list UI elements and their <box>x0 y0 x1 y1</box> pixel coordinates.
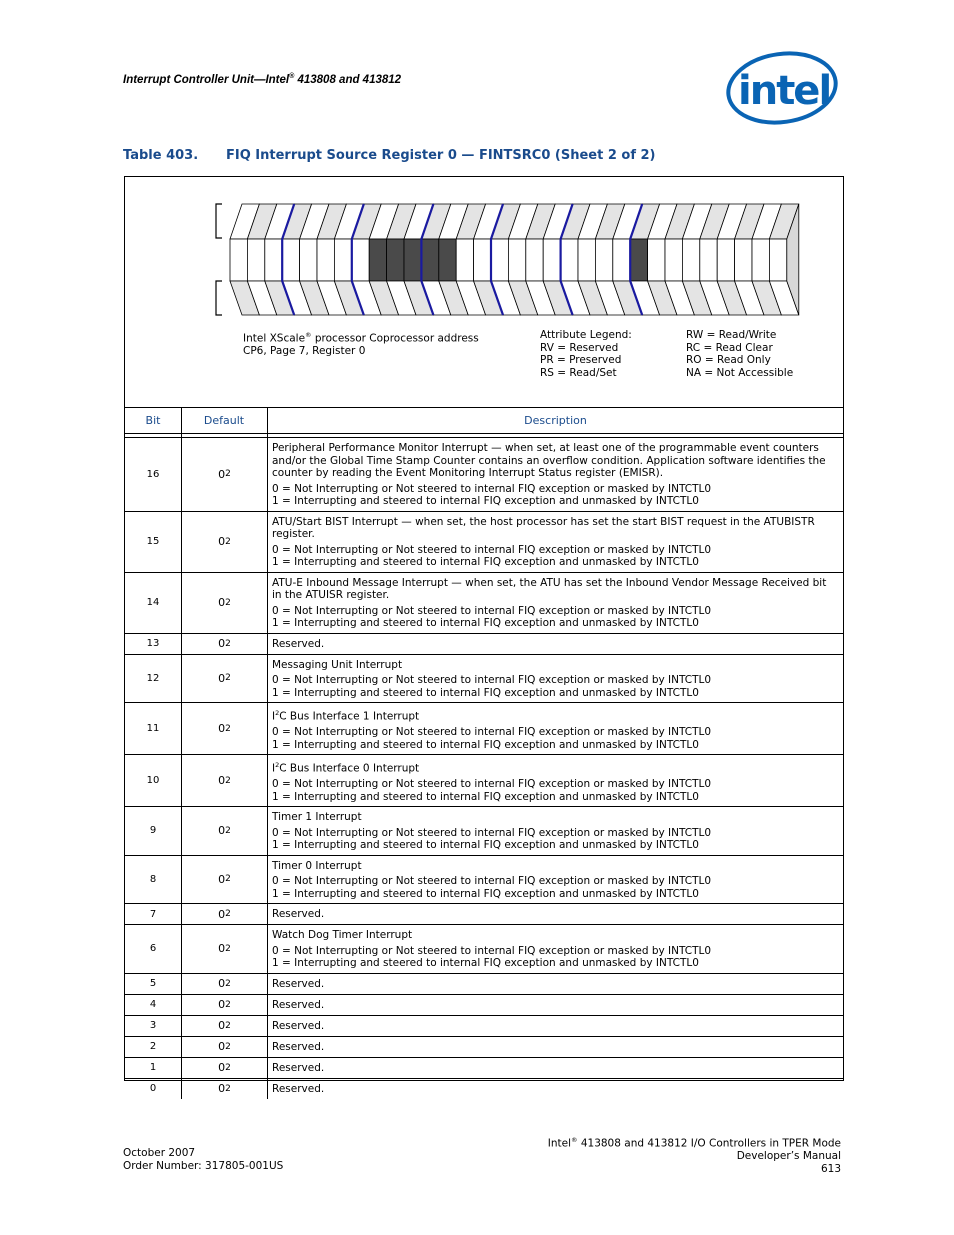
row-description: Reserved. <box>272 1082 325 1095</box>
table-row <box>125 573 843 634</box>
bit-cell-9 <box>613 239 630 281</box>
row-value-list: 0 = Not Interrupting or Not steered to internal FIQ exception or masked by INTCTL0 1 = Interrupting and steered to internal FIQ exception and unmasked by INTCTL0 <box>272 726 712 751</box>
row-bit: 13 <box>146 638 160 649</box>
row-description-cell <box>267 655 843 703</box>
row-description-cell <box>267 974 843 994</box>
table-row <box>125 1079 843 1099</box>
row-description: Messaging Unit Interrupt <box>272 658 403 671</box>
bit-cell-18 <box>456 239 473 281</box>
register-table <box>124 176 844 1095</box>
row-bit: 4 <box>149 999 157 1010</box>
row-description-cell <box>267 1058 843 1078</box>
row-description-cell <box>267 856 843 904</box>
row-description: ATU-E Inbound Message Interrupt — when set, the ATU has set the Inbound Vendor Message Received bit in the ATUISR register. <box>272 576 827 601</box>
row-description-cell <box>267 1016 843 1036</box>
bracket-top <box>216 204 222 238</box>
table-number: Table 403. <box>123 148 199 163</box>
row-bit: 8 <box>149 873 157 885</box>
bit-cell-25 <box>334 239 351 281</box>
legend-title: Attribute Legend: <box>540 329 632 341</box>
row-default: 0 2 <box>181 703 267 754</box>
table-row <box>125 925 843 974</box>
table-row <box>125 1016 843 1037</box>
bit-cell-20 <box>421 239 438 281</box>
intel-logo-icon <box>724 48 844 128</box>
row-default: 0 2 <box>181 807 267 855</box>
row-description-cell <box>267 1037 843 1057</box>
row-description: Reserved. <box>272 637 325 650</box>
bit-cell-11 <box>578 239 595 281</box>
row-description-cell <box>267 573 843 633</box>
row-description: Reserved. <box>272 977 325 990</box>
bit-cell-22 <box>387 239 404 281</box>
legend-ro: RO = Read Only <box>686 354 771 366</box>
footer-order-number: Order Number: 317805-001US <box>123 1159 284 1172</box>
row-bit: 10 <box>146 775 160 786</box>
bit-cell-26 <box>317 239 334 281</box>
bit-cell-21 <box>404 239 421 281</box>
row-default: 0 2 <box>181 904 267 924</box>
row-bit: 16 <box>146 468 160 480</box>
row-default: 0 2 <box>181 755 267 806</box>
table-row <box>125 856 843 905</box>
row-bit: 6 <box>149 943 157 955</box>
bit-cell-24 <box>352 239 369 281</box>
row-default: 0 2 <box>181 974 267 994</box>
legend-rc: RC = Read Clear <box>686 342 773 354</box>
row-value-list: 0 = Not Interrupting or Not steered to internal FIQ exception or masked by INTCTL0 1 = Interrupting and steered to internal FIQ exception and unmasked by INTCTL0 <box>272 875 712 900</box>
bit-cell-4 <box>700 239 717 281</box>
row-description-cell <box>267 512 843 572</box>
table-row <box>125 1058 843 1079</box>
row-bit: 5 <box>149 978 157 989</box>
row-description: Reserved. <box>272 1061 325 1074</box>
footer-date: October 2007 <box>123 1147 196 1159</box>
table-header <box>125 407 843 434</box>
row-bit: 9 <box>149 825 157 837</box>
row-default: 0 2 <box>181 856 267 904</box>
row-bit: 11 <box>146 723 160 734</box>
row-description-cell <box>267 925 843 973</box>
row-default: 0 2 <box>181 1016 267 1036</box>
bit-cell-30 <box>247 239 264 281</box>
row-description-cell <box>267 807 843 855</box>
footer-page-number: 613 <box>820 1162 841 1175</box>
row-value-list: 0 = Not Interrupting or Not steered to internal FIQ exception or masked by INTCTL0 1 = Interrupting and steered to internal FIQ exception and unmasked by INTCTL0 <box>272 543 712 568</box>
row-bit: 1 <box>149 1062 157 1073</box>
table-row <box>125 655 843 704</box>
table-row <box>125 438 843 512</box>
footer-right <box>548 1134 841 1175</box>
table-title <box>123 148 656 163</box>
table-row <box>125 904 843 925</box>
row-description: Peripheral Performance Monitor Interrupt — when set, at least one of the programmable event counters and/or the Global Time Stamp Counter contains an overflow condition. Application software identifies the counter by reading the Event Monitoring Interrupt Status register (EMISR). <box>272 442 826 479</box>
coprocessor-register-caption: CP6, Page 7, Register 0 <box>243 345 366 357</box>
bit-cell-27 <box>300 239 317 281</box>
row-bit: 3 <box>149 1020 157 1031</box>
row-description: $I^2C$ Bus Interface 0 Interrupt <box>272 761 420 775</box>
table-row <box>125 1037 843 1058</box>
row-description: Timer 1 Interrupt <box>272 811 362 823</box>
coprocessor-address-caption: Intel XScale® processor Coprocessor address <box>243 331 479 345</box>
legend-pr: PR = Preserved <box>540 354 622 366</box>
bit-cell-6 <box>665 239 682 281</box>
footer-product: Intel® 413808 and 413812 I/O Controllers in TPER Mode <box>547 1136 841 1150</box>
row-bit: 2 <box>149 1041 157 1052</box>
bit-cell-16 <box>491 239 508 281</box>
svg-text:intel: intel <box>738 68 831 114</box>
row-bit: 7 <box>149 908 157 920</box>
table-row <box>125 634 843 655</box>
row-description: ATU/Start BIST Interrupt — when set, the host processor has set the start BIST request in the ATUBISTR register. <box>272 515 815 540</box>
row-description-cell <box>267 1079 843 1099</box>
bit-cell-13 <box>543 239 560 281</box>
footer-left <box>123 1147 283 1172</box>
bit-cell-31 <box>230 239 247 281</box>
row-value-list: 0 = Not Interrupting or Not steered to internal FIQ exception or masked by INTCTL0 1 = Interrupting and steered to internal FIQ exception and unmasked by INTCTL0 <box>272 778 712 803</box>
table-body <box>125 434 843 1099</box>
row-description: Reserved. <box>272 998 325 1011</box>
table-row <box>125 807 843 856</box>
header-bit: Bit <box>145 414 161 427</box>
row-value-list: 0 = Not Interrupting or Not steered to internal FIQ exception or masked by INTCTL0 1 = Interrupting and steered to internal FIQ exception and unmasked by INTCTL0 <box>272 826 712 851</box>
row-default: 0 2 <box>181 438 267 511</box>
table-row <box>125 755 843 807</box>
bit-cell-1 <box>752 239 769 281</box>
row-value-list: 0 = Not Interrupting or Not steered to internal FIQ exception or masked by INTCTL0 1 = Interrupting and steered to internal FIQ exception and unmasked by INTCTL0 <box>272 482 712 507</box>
running-head: Interrupt Controller Unit—Intel® 413808 and 413812 <box>123 73 402 86</box>
bit-cell-15 <box>508 239 525 281</box>
row-default: 0 2 <box>181 512 267 572</box>
row-default: 0 2 <box>181 655 267 703</box>
row-description: Watch Dog Timer Interrupt <box>272 929 413 941</box>
bit-cell-2 <box>735 239 752 281</box>
row-description-cell <box>267 438 843 511</box>
row-default: 0 2 <box>181 995 267 1015</box>
register-bit-diagram <box>125 177 843 407</box>
row-description-cell <box>267 703 843 754</box>
row-default: 0 2 <box>181 1058 267 1078</box>
bit-cell-14 <box>526 239 543 281</box>
bit-cell-29 <box>265 239 282 281</box>
bit-cell-3 <box>717 239 734 281</box>
row-bit: 15 <box>146 536 160 547</box>
bit-cell-19 <box>439 239 456 281</box>
row-value-list: 0 = Not Interrupting or Not steered to internal FIQ exception or masked by INTCTL0 1 = Interrupting and steered to internal FIQ exception and unmasked by INTCTL0 <box>272 674 712 699</box>
row-default: 0 2 <box>181 573 267 633</box>
row-bit: 0 <box>149 1083 157 1094</box>
legend-rv: RV = Reserved <box>540 342 619 354</box>
row-description: $I^2C$ Bus Interface 1 Interrupt <box>272 709 420 723</box>
row-value-list: 0 = Not Interrupting or Not steered to internal FIQ exception or masked by INTCTL0 1 = Interrupting and steered to internal FIQ exception and unmasked by INTCTL0 <box>272 604 712 629</box>
row-bit: 12 <box>146 672 160 684</box>
header-default: Default <box>203 414 245 427</box>
bit-cell-5 <box>682 239 699 281</box>
row-description-cell <box>267 755 843 806</box>
row-default: 0 2 <box>181 925 267 973</box>
footer-manual: Developer’s Manual <box>736 1150 841 1162</box>
row-value-list: 0 = Not Interrupting or Not steered to internal FIQ exception or masked by INTCTL0 1 = Interrupting and steered to internal FIQ exception and unmasked by INTCTL0 <box>272 944 712 969</box>
table-row <box>125 995 843 1016</box>
row-description: Reserved. <box>272 1019 325 1032</box>
bit-cell-0 <box>769 239 786 281</box>
row-description: Reserved. <box>272 908 325 920</box>
row-description-cell <box>267 634 843 654</box>
table-row <box>125 703 843 755</box>
legend-rs: RS = Read/Set <box>540 367 617 379</box>
bit-cell-12 <box>561 239 578 281</box>
table-row <box>125 974 843 995</box>
row-default: 0 2 <box>181 634 267 654</box>
bit-cell-23 <box>369 239 386 281</box>
row-description: Reserved. <box>272 1040 325 1053</box>
row-default: 0 2 <box>181 1037 267 1057</box>
row-bit: 14 <box>146 597 160 608</box>
row-default: 0 2 <box>181 1079 267 1099</box>
table-row <box>125 512 843 573</box>
bit-cell-28 <box>282 239 299 281</box>
legend-rw: RW = Read/Write <box>686 329 777 341</box>
header-description: Description <box>267 408 843 433</box>
legend-na: NA = Not Accessible <box>686 367 794 379</box>
row-description: Timer 0 Interrupt <box>272 859 362 872</box>
bit-cell-17 <box>474 239 491 281</box>
bit-cell-8 <box>630 239 647 281</box>
row-description-cell <box>267 904 843 924</box>
bracket-bottom <box>216 281 222 315</box>
bit-cell-10 <box>595 239 612 281</box>
bit-cell-7 <box>648 239 665 281</box>
row-description-cell <box>267 995 843 1015</box>
table-caption: FIQ Interrupt Source Register 0 — FINTSRC0 (Sheet 2 of 2) <box>226 148 656 163</box>
